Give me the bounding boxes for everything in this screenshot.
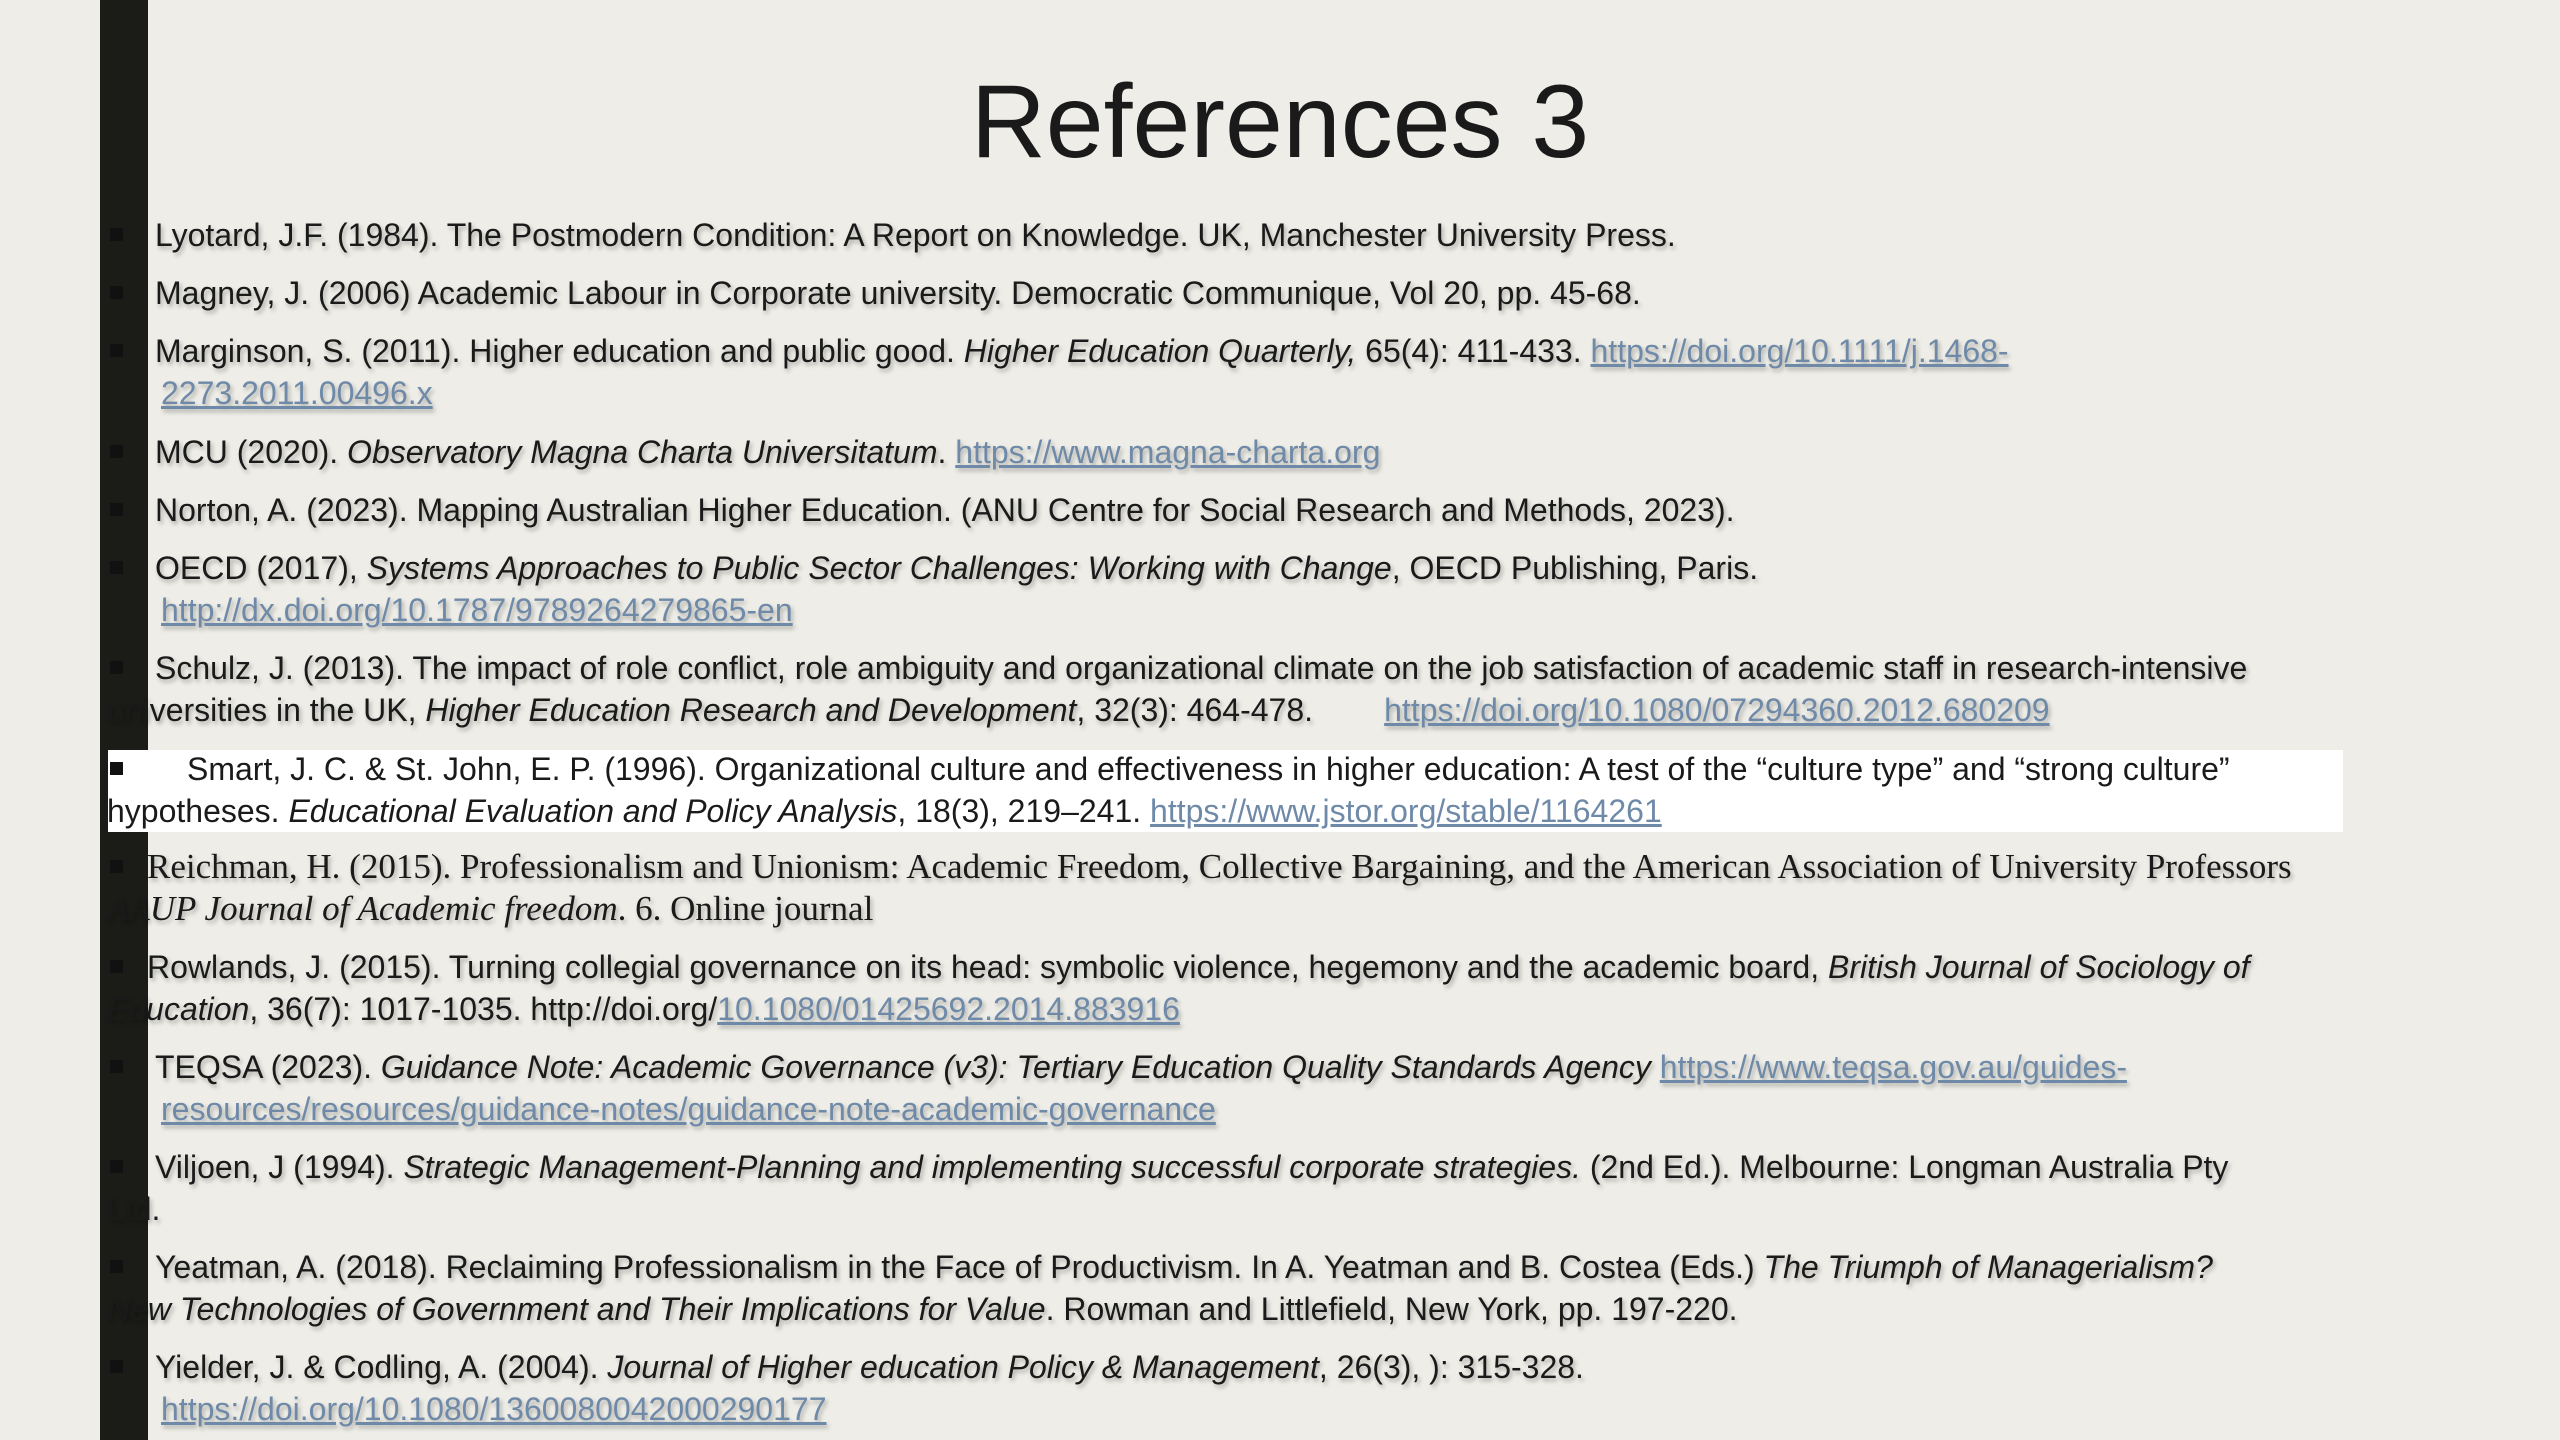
reference-journal: New Technologies of Government and Their Implications for Value [107, 1291, 1046, 1327]
reference-link[interactable]: https://doi.org/10.1080/07294360.2012.680209 [1384, 692, 2050, 728]
reference-text: MCU (2020). [155, 434, 348, 470]
reference-text: universities in the UK, [107, 692, 426, 728]
bullet-icon [110, 445, 123, 458]
reference-text: . 6. Online journal [617, 889, 874, 928]
reference-text: . [937, 434, 956, 470]
reference-item-yeatman [107, 1246, 2455, 1330]
reference-item-teqsa [155, 1046, 2455, 1130]
reference-journal: Observatory Magna Charta Universitatum [347, 434, 938, 470]
reference-item-lyotard [155, 214, 2455, 256]
reference-item-yielder [155, 1346, 2455, 1430]
reference-item-smart [107, 748, 2487, 832]
reference-journal: The Triumph of Managerialism? [1763, 1249, 2213, 1285]
reference-text: Viljoen, J (1994). [155, 1149, 404, 1185]
reference-text: Lyotard, J.F. (1984). The Postmodern Condition: A Report on Knowledge. UK, Manchester University Press. [155, 217, 1676, 253]
reference-link[interactable]: https://www.jstor.org/stable/1164261 [1150, 793, 1662, 829]
reference-link[interactable]: 10.1080/01425692.2014.883916 [717, 991, 1180, 1027]
bullet-icon [110, 1260, 123, 1273]
reference-link-continued[interactable]: 2273.2011.00496.x [161, 375, 433, 411]
reference-text [1651, 1049, 1660, 1085]
reference-journal: Educational Evaluation and Policy Analysis [288, 793, 898, 829]
bullet-icon [110, 960, 123, 973]
bullet-icon [110, 661, 123, 674]
reference-journal: AAUP Journal of Academic freedom [107, 889, 618, 928]
reference-text: Yeatman, A. (2018). Reclaiming Professionalism in the Face of Productivism. In A. Yeatman and B. Costea (Eds.) [155, 1249, 1764, 1285]
reference-text: Rowlands, J. (2015). Turning collegial governance on its head: symbolic violence, hegemony and the academic board, [147, 949, 1828, 985]
reference-journal: Higher Education Research and Development [425, 692, 1077, 728]
bullet-icon [110, 561, 123, 574]
bullet-icon [110, 503, 123, 516]
bullet-icon [110, 1160, 123, 1173]
reference-text: Norton, A. (2023). Mapping Australian Higher Education. (ANU Centre for Social Research and Methods, 2023). [155, 492, 1735, 528]
bullet-icon [110, 286, 123, 299]
reference-journal: Higher Education Quarterly, [963, 333, 1357, 369]
reference-journal: Systems Approaches to Public Sector Challenges: Working with Change [366, 550, 1392, 586]
bullet-icon [110, 762, 123, 775]
bullet-icon [110, 344, 123, 357]
reference-link[interactable]: http://dx.doi.org/10.1787/9789264279865-en [161, 592, 793, 628]
reference-text: Smart, J. C. & St. John, E. P. (1996). Organizational culture and effectiveness in higher education: A test of the “culture type” and “strong culture” [187, 751, 2230, 787]
reference-text: Yielder, J. & Codling, A. (2004). [155, 1349, 608, 1385]
reference-item-schulz [107, 647, 2455, 731]
reference-link-continued[interactable]: resources/resources/guidance-notes/guidance-note-academic-governance [161, 1091, 1216, 1127]
reference-journal: British Journal of Sociology of [1827, 949, 2250, 985]
reference-text: Magney, J. (2006) Academic Labour in Corporate university. Democratic Communique, Vol 20, pp. 45-68. [155, 275, 1641, 311]
reference-text: Marginson, S. (2011). Higher education and public good. [155, 333, 964, 369]
reference-item-rowlands [107, 946, 2447, 1030]
reference-item-mcu [155, 431, 2455, 473]
reference-item-marginson [155, 330, 2455, 414]
reference-item-oecd [155, 547, 2455, 631]
reference-text: hypotheses. [107, 793, 289, 829]
reference-link[interactable]: https://doi.org/10.1080/1360080042000290177 [161, 1391, 827, 1427]
bullet-icon [110, 1360, 123, 1373]
reference-journal: Education [107, 991, 250, 1027]
reference-text: OECD (2017), [155, 550, 367, 586]
reference-link[interactable]: https://doi.org/10.1111/j.1468- [1590, 333, 2009, 369]
reference-journal: Guidance Note: Academic Governance (v3): Tertiary Education Quality Standards Agency [380, 1049, 1651, 1085]
reference-journal: Journal of Higher education Policy & Management [607, 1349, 1319, 1385]
reference-text: (2nd Ed.). Melbourne: Longman Australia Pty [1580, 1149, 2229, 1185]
reference-text: , 18(3), 219–241. [897, 793, 1151, 829]
reference-item-viljoen [107, 1146, 2455, 1230]
reference-text: , 32(3): 464-478. [1076, 692, 1385, 728]
bullet-icon [110, 860, 123, 873]
reference-item-magney [155, 272, 2455, 314]
reference-link[interactable]: https://www.teqsa.gov.au/guides- [1659, 1049, 2127, 1085]
bullet-icon [110, 1060, 123, 1073]
reference-journal: Strategic Management-Planning and implementing successful corporate strategies. [403, 1149, 1581, 1185]
bullet-icon [110, 228, 123, 241]
reference-text: Reichman, H. (2015). Professionalism and Unionism: Academic Freedom, Collective Bargaining, and the American Association of University Professors [147, 847, 2292, 886]
reference-text: . Rowman and Littlefield, New York, pp. 197-220. [1045, 1291, 1738, 1327]
reference-text: 65(4): 411-433. [1356, 333, 1591, 369]
reference-text: , OECD Publishing, Paris. [1391, 550, 1759, 586]
reference-text: TEQSA (2023). [155, 1049, 381, 1085]
reference-text: Schulz, J. (2013). The impact of role conflict, role ambiguity and organizational climate on the job satisfaction of academic staff in research-intensive [155, 650, 2248, 686]
slide-title: References 3 [970, 64, 1590, 180]
reference-text: Ltd. [107, 1191, 161, 1227]
reference-item-norton [155, 489, 2455, 531]
reference-link[interactable]: https://www.magna-charta.org [955, 434, 1381, 470]
reference-text: , 36(7): 1017-1035. http://doi.org/ [249, 991, 718, 1027]
reference-text: , 26(3), ): 315-328. [1318, 1349, 1584, 1385]
reference-item-reichman [107, 846, 2447, 930]
